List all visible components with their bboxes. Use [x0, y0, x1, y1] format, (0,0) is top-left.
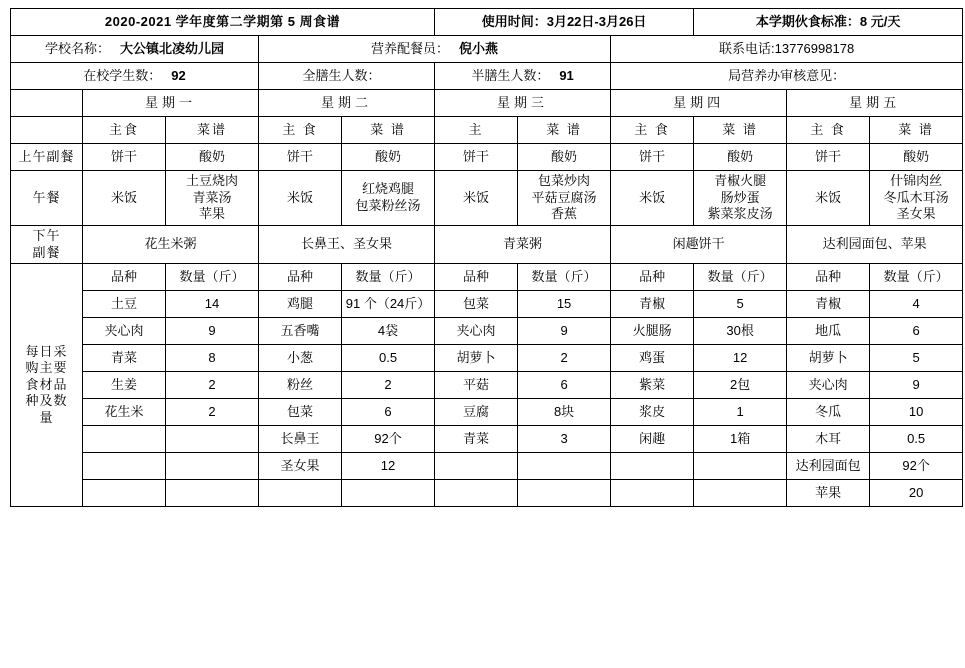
purchase-qty	[694, 453, 787, 480]
purchase-qty: 8	[166, 345, 259, 372]
subheader-menu-tue: 菜 谱	[342, 117, 435, 144]
half-meal-count-label: 半膳生人数：	[471, 67, 550, 83]
morning-menu-thu: 酸奶	[694, 144, 787, 171]
purchase-qty: 6	[870, 318, 963, 345]
purchase-kind: 花生米	[83, 399, 166, 426]
lunch-menu-thu: 青椒火腿 肠炒蛋 紫菜浆皮汤	[694, 171, 787, 226]
purchase-row	[11, 399, 963, 426]
subheader-staple-thu: 主 食	[611, 117, 694, 144]
half-meal-count-value: 91	[559, 67, 574, 83]
purchase-kind: 生姜	[83, 372, 166, 399]
purchase-kind	[259, 480, 342, 507]
lunch-menu-tue: 红烧鸡腿 包菜粉丝汤	[342, 171, 435, 226]
school-name-value: 大公镇北凌幼儿园	[120, 40, 225, 56]
purchase-kind: 达利园面包	[787, 453, 870, 480]
purchase-qty: 9	[870, 372, 963, 399]
morning-staple-tue: 饼干	[259, 144, 342, 171]
purchase-qty	[342, 480, 435, 507]
purchase-qty: 12	[342, 453, 435, 480]
purchase-qty: 4袋	[342, 318, 435, 345]
purchase-kind: 鸡腿	[259, 291, 342, 318]
page-title: 2020-2021 学年度第二学期第 5 周食谱	[11, 9, 435, 36]
lunch-menu-wed: 包菜炒肉 平菇豆腐汤 香蕉	[518, 171, 611, 226]
purchase-qty: 2	[518, 345, 611, 372]
lunch-row	[11, 171, 963, 226]
lunch-menu-mon: 土豆烧肉 青菜汤 苹果	[166, 171, 259, 226]
purchase-kind-header-wed: 品种	[435, 264, 518, 291]
purchase-qty-header-wed: 数量（斤）	[518, 264, 611, 291]
purchase-qty: 2	[166, 372, 259, 399]
day-header-tue: 星期二	[259, 90, 435, 117]
purchase-kind: 木耳	[787, 426, 870, 453]
purchase-kind	[83, 426, 166, 453]
day-header-row	[11, 90, 963, 117]
purchase-qty: 6	[518, 372, 611, 399]
purchase-header-row	[11, 264, 963, 291]
info-row-2	[11, 63, 963, 90]
purchase-kind: 鸡蛋	[611, 345, 694, 372]
morning-staple-wed: 饼干	[435, 144, 518, 171]
student-count-label: 在校学生数：	[83, 67, 162, 83]
purchase-qty	[518, 453, 611, 480]
subheader-menu-thu: 菜 谱	[694, 117, 787, 144]
purchase-qty: 12	[694, 345, 787, 372]
subheader-menu-wed: 菜 谱	[518, 117, 611, 144]
purchase-kind: 冬瓜	[787, 399, 870, 426]
purchase-kind: 苹果	[787, 480, 870, 507]
purchase-kind: 包菜	[259, 399, 342, 426]
purchase-kind: 五香嘴	[259, 318, 342, 345]
purchase-kind: 地瓜	[787, 318, 870, 345]
purchase-kind: 火腿肠	[611, 318, 694, 345]
purchase-kind: 夹心肉	[83, 318, 166, 345]
purchase-qty: 30根	[694, 318, 787, 345]
morning-staple-fri: 饼干	[787, 144, 870, 171]
half-meal-count	[435, 63, 611, 90]
purchase-kind-header-tue: 品种	[259, 264, 342, 291]
purchase-qty	[518, 480, 611, 507]
purchase-qty: 8块	[518, 399, 611, 426]
purchase-qty: 5	[870, 345, 963, 372]
morning-snack-row	[11, 144, 963, 171]
subheader-menu-fri: 菜 谱	[870, 117, 963, 144]
purchase-qty: 14	[166, 291, 259, 318]
purchase-qty: 20	[870, 480, 963, 507]
meal-standard-value: 8 元/天	[859, 13, 901, 29]
purchase-kind: 青菜	[435, 426, 518, 453]
afternoon-snack-wed: 青菜粥	[435, 225, 611, 263]
purchase-qty: 3	[518, 426, 611, 453]
purchase-qty: 2包	[694, 372, 787, 399]
subheader-staple-wed: 主	[435, 117, 518, 144]
purchase-qty: 0.5	[342, 345, 435, 372]
morning-snack-label: 上午副餐	[11, 144, 83, 171]
purchase-row	[11, 372, 963, 399]
purchase-qty: 5	[694, 291, 787, 318]
bureau-review-label: 局营养办审核意见：	[728, 67, 846, 83]
sub-header-row	[11, 117, 963, 144]
purchase-kind: 胡萝卜	[435, 345, 518, 372]
purchase-qty: 2	[342, 372, 435, 399]
afternoon-snack-fri: 达利园面包、苹果	[787, 225, 963, 263]
purchase-qty: 1	[694, 399, 787, 426]
purchase-kind-header-mon: 品种	[83, 264, 166, 291]
lunch-menu-fri: 什锦肉丝 冬瓜木耳汤 圣女果	[870, 171, 963, 226]
school-name-label: 学校名称：	[44, 40, 110, 56]
purchase-qty: 91 个（24斤）	[342, 291, 435, 318]
subheader-staple-mon: 主食	[83, 117, 166, 144]
purchase-qty: 15	[518, 291, 611, 318]
full-meal-count-label: 全膳生人数：	[302, 67, 381, 83]
purchase-kind-header-fri: 品种	[787, 264, 870, 291]
purchase-qty	[694, 480, 787, 507]
purchase-kind: 浆皮	[611, 399, 694, 426]
afternoon-snack-label: 下午 副餐	[11, 225, 83, 263]
purchase-qty: 1箱	[694, 426, 787, 453]
afternoon-snack-row	[11, 225, 963, 263]
purchase-kind: 青椒	[611, 291, 694, 318]
purchase-kind: 青菜	[83, 345, 166, 372]
meal-standard	[694, 9, 963, 36]
purchase-row	[11, 453, 963, 480]
purchase-qty	[166, 480, 259, 507]
purchase-kind	[611, 453, 694, 480]
school-name	[11, 36, 259, 63]
lunch-staple-tue: 米饭	[259, 171, 342, 226]
afternoon-snack-mon: 花生米粥	[83, 225, 259, 263]
info-row-1	[11, 36, 963, 63]
purchase-qty	[166, 426, 259, 453]
purchase-section-label: 每日采 购主要 食材品 种及数 量	[11, 264, 83, 507]
nutritionist-label: 营养配餐员：	[371, 40, 450, 56]
purchase-qty	[166, 453, 259, 480]
purchase-kind	[611, 480, 694, 507]
weekly-menu-table	[10, 8, 963, 507]
student-count-value: 92	[171, 67, 186, 83]
purchase-kind	[83, 453, 166, 480]
purchase-kind	[435, 453, 518, 480]
purchase-row	[11, 318, 963, 345]
afternoon-snack-thu: 闲趣饼干	[611, 225, 787, 263]
purchase-qty-header-fri: 数量（斤）	[870, 264, 963, 291]
subheader-staple-fri: 主 食	[787, 117, 870, 144]
purchase-row	[11, 426, 963, 453]
afternoon-snack-tue: 长鼻王、圣女果	[259, 225, 435, 263]
usage-time	[435, 9, 694, 36]
morning-staple-thu: 饼干	[611, 144, 694, 171]
lunch-staple-fri: 米饭	[787, 171, 870, 226]
purchase-kind: 夹心肉	[435, 318, 518, 345]
contact-phone	[611, 36, 963, 63]
contact-phone-label: 联系电话:	[719, 40, 775, 56]
corner-cell-2	[11, 117, 83, 144]
purchase-qty: 4	[870, 291, 963, 318]
purchase-qty-header-tue: 数量（斤）	[342, 264, 435, 291]
purchase-kind: 闲趣	[611, 426, 694, 453]
purchase-kind: 土豆	[83, 291, 166, 318]
bureau-review	[611, 63, 963, 90]
purchase-kind: 紫菜	[611, 372, 694, 399]
purchase-row	[11, 480, 963, 507]
usage-time-label: 使用时间：	[481, 13, 547, 29]
purchase-kind: 青椒	[787, 291, 870, 318]
subheader-staple-tue: 主 食	[259, 117, 342, 144]
purchase-kind: 长鼻王	[259, 426, 342, 453]
lunch-label: 午餐	[11, 171, 83, 226]
purchase-qty-header-mon: 数量（斤）	[166, 264, 259, 291]
purchase-qty: 0.5	[870, 426, 963, 453]
subheader-menu-mon: 菜谱	[166, 117, 259, 144]
day-header-fri: 星期五	[787, 90, 963, 117]
purchase-row	[11, 345, 963, 372]
usage-time-value: 3月22日-3月26日	[546, 13, 647, 29]
lunch-staple-mon: 米饭	[83, 171, 166, 226]
purchase-kind: 圣女果	[259, 453, 342, 480]
purchase-qty: 9	[518, 318, 611, 345]
morning-menu-mon: 酸奶	[166, 144, 259, 171]
menu-sheet	[0, 8, 965, 668]
day-header-wed: 星期三	[435, 90, 611, 117]
day-header-thu: 星期四	[611, 90, 787, 117]
purchase-kind: 夹心肉	[787, 372, 870, 399]
morning-menu-fri: 酸奶	[870, 144, 963, 171]
lunch-staple-wed: 米饭	[435, 171, 518, 226]
purchase-kind-header-thu: 品种	[611, 264, 694, 291]
purchase-qty: 10	[870, 399, 963, 426]
full-meal-count	[259, 63, 435, 90]
purchase-kind: 小葱	[259, 345, 342, 372]
purchase-qty: 2	[166, 399, 259, 426]
purchase-qty: 6	[342, 399, 435, 426]
full-meal-count-value	[381, 68, 391, 83]
purchase-kind: 胡萝卜	[787, 345, 870, 372]
purchase-qty: 92个	[342, 426, 435, 453]
corner-cell	[11, 90, 83, 117]
purchase-kind: 粉丝	[259, 372, 342, 399]
day-header-mon: 星期一	[83, 90, 259, 117]
morning-menu-wed: 酸奶	[518, 144, 611, 171]
contact-phone-value: 13776998178	[774, 40, 855, 56]
purchase-kind: 包菜	[435, 291, 518, 318]
nutritionist-value: 倪小燕	[459, 40, 499, 56]
meal-standard-label: 本学期伙食标准：	[755, 13, 860, 29]
student-count	[11, 63, 259, 90]
nutritionist	[259, 36, 611, 63]
purchase-row	[11, 291, 963, 318]
purchase-qty: 9	[166, 318, 259, 345]
purchase-kind: 豆腐	[435, 399, 518, 426]
purchase-kind	[435, 480, 518, 507]
morning-staple-mon: 饼干	[83, 144, 166, 171]
morning-menu-tue: 酸奶	[342, 144, 435, 171]
lunch-staple-thu: 米饭	[611, 171, 694, 226]
purchase-kind: 平菇	[435, 372, 518, 399]
purchase-kind	[83, 480, 166, 507]
purchase-qty: 92个	[870, 453, 963, 480]
purchase-qty-header-thu: 数量（斤）	[694, 264, 787, 291]
title-row	[11, 9, 963, 36]
